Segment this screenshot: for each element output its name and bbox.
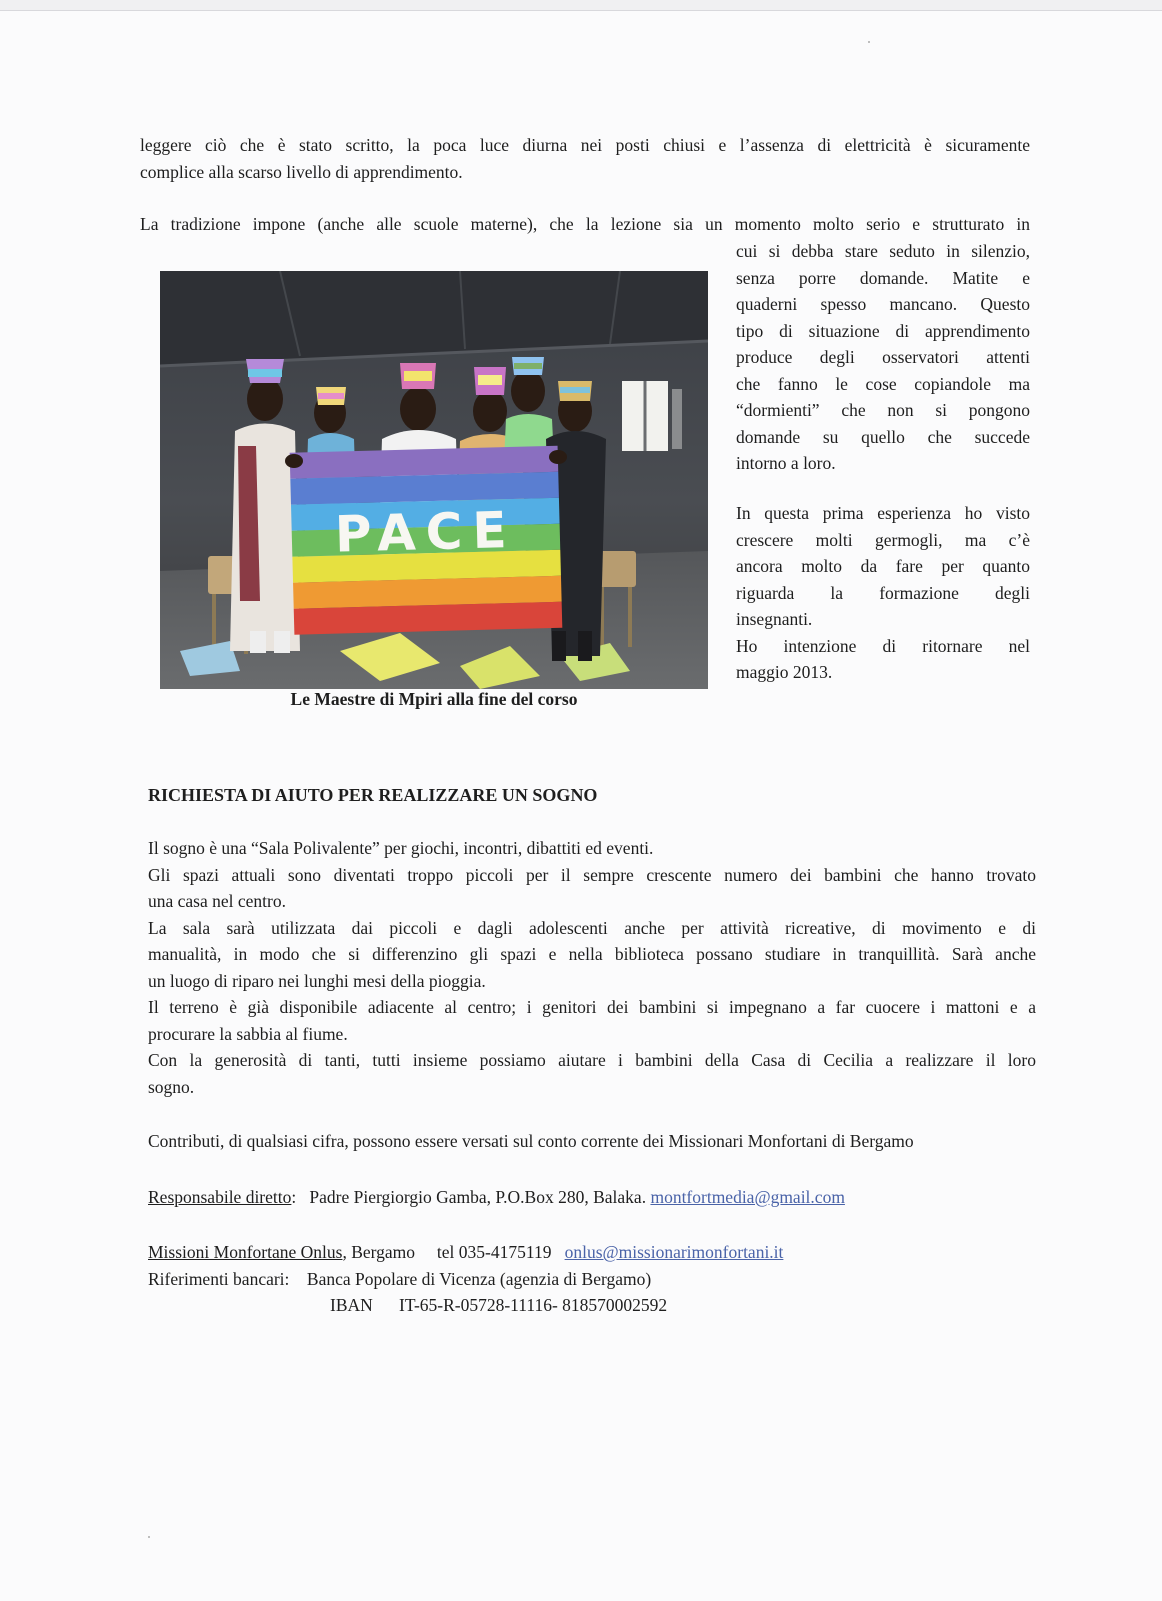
request-line: Con la generosità di tanti, tutti insieme possiamo aiutare i bambini della Casa di Cecilia a realizzare il loro xyxy=(148,1050,1036,1070)
experience-line: insegnanti. xyxy=(736,609,813,629)
onlus-label: Missioni Monfortane Onlus xyxy=(148,1242,343,1262)
experience-line: ancora molto da fare per quanto xyxy=(736,556,1030,576)
experience-line: In questa prima esperienza ho visto xyxy=(736,503,1030,523)
bank-name: Banca Popolare di Vicenza (agenzia di Bergamo) xyxy=(306,1268,652,1289)
onlus-email-link[interactable]: onlus@missionarimonfortani.it xyxy=(564,1242,784,1262)
tradition-first-line: La tradizione impone (anche alle scuole materne), che la lezione sia un momento molto serio e strutturato in xyxy=(140,214,1030,234)
request-line: procurare la sabbia al fiume. xyxy=(148,1023,348,1044)
scan-speck xyxy=(868,41,870,43)
experience-side-column xyxy=(736,500,1030,686)
peace-flag xyxy=(290,446,563,635)
request-line: La sala sarà utilizzata dai piccoli e dagli adolescenti anche per attività ricreative, di movimento e di xyxy=(148,917,1036,938)
request-line: manualità, in modo che si differenzino gli spazi e nella biblioteca possano studiare in tranquillità. Sarà anche xyxy=(148,944,1036,964)
side-line: intorno a loro. xyxy=(736,453,836,473)
photo-caption: Le Maestre di Mpiri alla fine del corso xyxy=(290,689,578,709)
scan-speck xyxy=(148,1536,150,1538)
experience-line: crescere molti germogli, ma c’è xyxy=(736,529,1030,550)
responsabile-line: Responsabile diretto: Padre Piergiorgio Gamba, P.O.Box 280, Balaka. montfortmedia@gmail.com xyxy=(148,1187,845,1207)
iban-value: IT-65-R-05728-11116- 818570002592 xyxy=(399,1295,668,1315)
intro-paragraph xyxy=(140,132,1030,185)
side-line: “dormienti” che non si pongono xyxy=(736,400,1030,420)
tradition-side-column xyxy=(736,238,1030,477)
side-line: quaderni spesso mancano. Questo xyxy=(736,294,1030,314)
side-line: tipo di situazione di apprendimento xyxy=(736,320,1030,341)
iban-label: IBAN xyxy=(330,1295,373,1315)
experience-line: maggio 2013. xyxy=(736,662,833,682)
responsabile-text: Padre Piergiorgio Gamba, P.O.Box 280, Balaka. xyxy=(309,1187,647,1207)
intro-line-2: complice alla scarso livello di apprendimento. xyxy=(140,161,463,182)
side-line: cui si debba stare seduto in silenzio, xyxy=(736,241,1030,261)
side-line: che fanno le cose copiandole ma xyxy=(736,373,1030,394)
request-line: sogno. xyxy=(148,1076,195,1097)
photo-illustration xyxy=(160,271,708,689)
responsabile-email-link[interactable]: montfortmedia@gmail.com xyxy=(650,1187,845,1207)
side-line: domande su quello che succede xyxy=(736,426,1030,447)
side-line: produce degli osservatori attenti xyxy=(736,347,1030,367)
request-line: una casa nel centro. xyxy=(148,891,286,911)
intro-line-1: leggere ciò che è stato scritto, la poca luce diurna nei posti chiusi e l’assenza di elettricità è sicuramente xyxy=(140,135,1030,155)
request-line: Gli spazi attuali sono diventati troppo piccoli per il sempre crescente numero dei bambini che hanno trovato xyxy=(148,864,1036,885)
responsabile-label: Responsabile diretto xyxy=(148,1187,292,1207)
document-page xyxy=(0,10,1162,1601)
request-line: Il sogno è una “Sala Polivalente” per giochi, incontri, dibattiti ed eventi. xyxy=(148,838,654,858)
request-paragraph xyxy=(148,835,1036,1100)
onlus-block: Missioni Monfortane Onlus, Bergamo tel 035-4175119 onlus@missionarimonfortani.it Riferimenti bancari: Banca Popolare di Vicenza (agenzia di Bergamo) IBAN IT-65-R-05728-11116- 818570002592 xyxy=(148,1242,784,1315)
request-line: Il terreno è già disponibile adiacente al centro; i genitori dei bambini si impegnano a far cuocere i mattoni e a xyxy=(148,997,1036,1017)
contributions-line: Contributi, di qualsiasi cifra, possono essere versati sul conto corrente dei Missionari Monfortani di Bergamo xyxy=(148,1131,914,1151)
request-heading: RICHIESTA DI AIUTO PER REALIZZARE UN SOGNO xyxy=(148,785,598,805)
onlus-tel: tel 035-4175119 xyxy=(436,1242,552,1262)
flag-text: PACE xyxy=(334,500,518,564)
request-line: un luogo di riparo nei lunghi mesi della pioggia. xyxy=(148,970,486,991)
teachers-photo xyxy=(160,271,708,689)
side-line: senza porre domande. Matite e xyxy=(736,267,1030,288)
experience-line: Ho intenzione di ritornare nel xyxy=(736,635,1030,656)
bank-label: Riferimenti bancari: xyxy=(148,1268,290,1289)
experience-line: riguarda la formazione degli xyxy=(736,582,1030,603)
